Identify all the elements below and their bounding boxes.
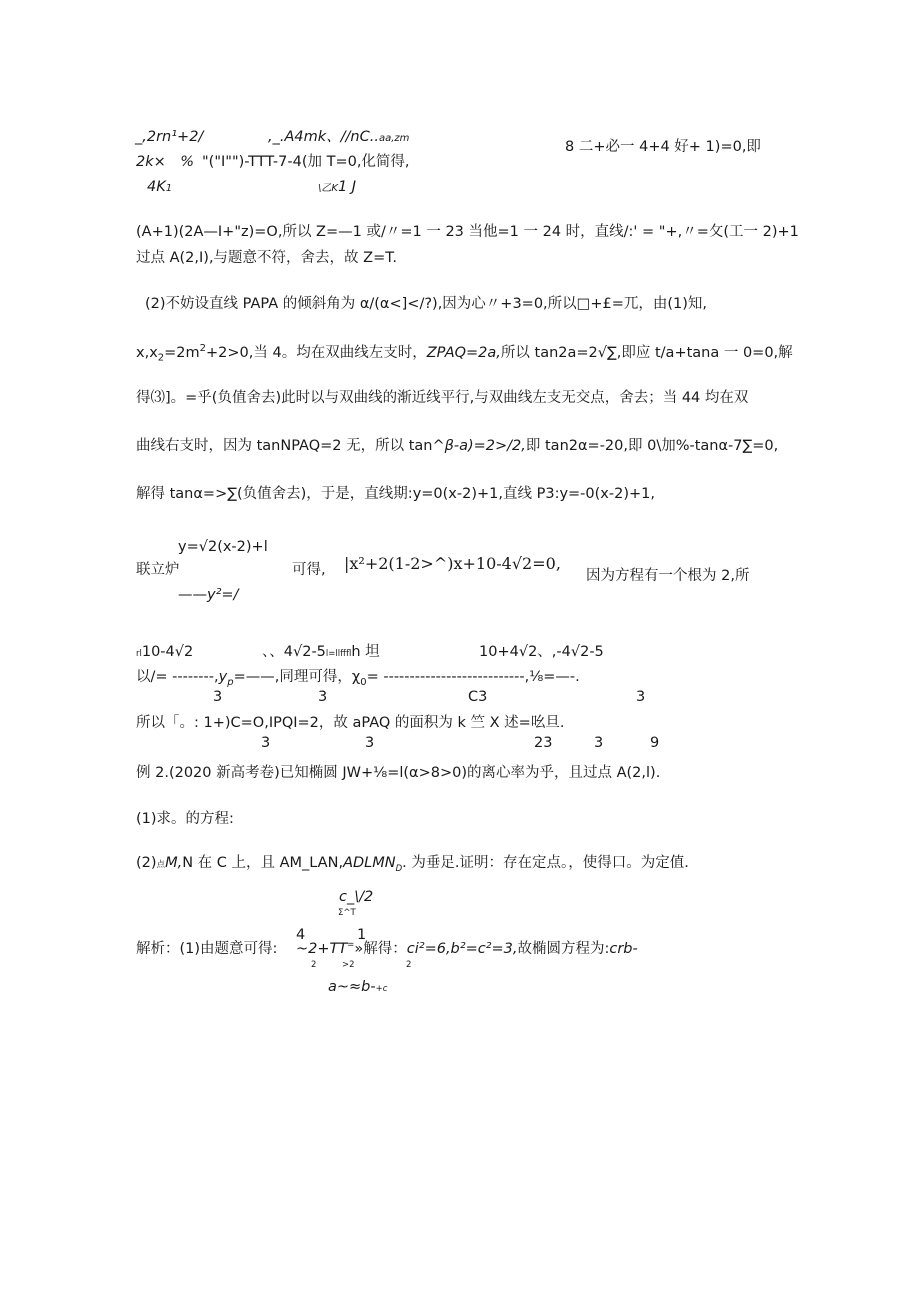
sol-n2-sub: l=llfffl (325, 649, 352, 659)
p2-line1: (2)不妨设直线 PAPA 的倾斜角为 α/(α<]</?),因为心〃+3=0,所以□+£=兀，由(1)知, (145, 296, 708, 312)
example2-q2-sub2: D (395, 863, 403, 874)
example2-q2-a: (2) (136, 855, 157, 871)
system-top: y=√2(x-2)+l (178, 539, 268, 555)
analysis-mid-values: ci²=6,b²=c²=3, (406, 941, 518, 957)
sol-n2-text: 、、4√2-5 (262, 644, 326, 660)
p2-line2-sup: 2 (199, 343, 207, 354)
analysis-mid-sup: = (347, 940, 355, 951)
p2-line2-a: x,x (136, 344, 158, 361)
area-line: 所以「。: 1+)C=O,IPQI=2，故 aPAQ 的面积为 k 竺 X 述=吆旦. (136, 715, 565, 731)
sol-n1-pre: rl (136, 649, 142, 659)
sol-n3: 10+4√2、,-4√2-5 (479, 644, 604, 660)
system-tail: 因为方程有一个根为 2,所 (586, 568, 750, 584)
p2-line3: 得⑶]。=乎(负值舍去)此时以与双曲线的渐近线平行,与双曲线左支无交点，舍去；当 44 均在双 (136, 390, 749, 406)
system-equation: |x²+2(1-2>^)x+10-4√2=0, (344, 554, 561, 573)
analysis-mid-equation: crb- (609, 941, 638, 957)
p2-line4-b: 即 tan2α=-20,即 0\加%-tanα-7∑=0, (525, 438, 779, 454)
sol-main-sub: p (227, 676, 234, 688)
sol-main-c: = ---------------------------,⅛=—-. (366, 669, 580, 685)
sol-den-3: C3 (468, 689, 488, 705)
p2-line2-c: +2>0,当 4。均在双曲线左支时， (206, 344, 427, 361)
analysis-bottom (328, 978, 387, 996)
header-line3-b-text2: 1 J (337, 179, 357, 195)
area-den-1: 3 (261, 735, 271, 751)
analysis-mid-arrow: »解得： (354, 941, 407, 957)
p2-line2-d: 所以 tan2a=2√∑,即应 t/a+tana 一 0=0,解 (500, 344, 793, 361)
example2-q2 (136, 854, 689, 874)
p2-line2-italic: ZPAQ=2a, (426, 344, 501, 361)
analysis-sub-2a: 2 (311, 960, 317, 970)
p2-line2-sub: 2 (157, 352, 165, 364)
p2-line4-a: 曲线右支时，因为 tanNPAQ=2 无，所以 tan (136, 438, 433, 454)
analysis-sub-2b: >2 (342, 960, 355, 970)
header-line1-a: _,2rn¹+2/ (135, 129, 204, 145)
analysis-sub-2c: 2 (406, 960, 412, 970)
sol-den-1: 3 (213, 689, 223, 705)
sol-main-b: =——,同理可得，χ (233, 669, 361, 685)
header-line2-a: 2k× % (136, 154, 195, 170)
area-den-3: 23 (534, 735, 553, 751)
p2-line2 (136, 343, 793, 365)
example2-q2-c: . 为垂足.证明：存在定点。，使得口。为定值. (402, 855, 689, 871)
header-right: 8 二+必一 4+4 好+ 1)=0,即 (565, 139, 761, 155)
header-line3-b (318, 178, 356, 196)
analysis-top-sub: Σ^T (338, 908, 356, 918)
sol-n1 (136, 643, 193, 661)
sol-den-2: 3 (318, 689, 328, 705)
system-bottom (178, 586, 238, 604)
sol-n1-text: 10-4√2 (141, 644, 194, 660)
p2-line4 (136, 437, 778, 455)
analysis-bottom-sub: +c (375, 984, 388, 994)
sol-main-sub2: 0 (360, 676, 367, 688)
analysis-bottom-text: a~≈b- (328, 979, 376, 995)
system-ke-de: 可得, (292, 562, 326, 578)
analysis-num-4: 4 (296, 927, 306, 943)
system-bottom-italic: y²=/ (207, 587, 239, 603)
system-label: 联立炉 (136, 562, 180, 578)
p1-line2: 过点 A(2,I),与题意不符，舍去，故 Z=T. (136, 250, 397, 266)
sol-main-a: 以/= --------, (136, 669, 219, 685)
p2-line2-b: =2m (164, 344, 200, 361)
header-line3-a-text: 4K (147, 179, 166, 195)
example2-q2-b: N 在 C 上，且 AM_LAN, (182, 855, 344, 871)
sol-n2 (262, 643, 380, 661)
sol-n2-post: h 坦 (351, 644, 380, 660)
analysis-mid (296, 940, 638, 958)
header-line2-b: "("I"")-TTT-7-4(加 T=0,化简得, (202, 154, 410, 170)
header-line1-b-text: ,_.A4mk、//nC.. (268, 129, 379, 145)
header-line3-a-sub: 1 (165, 183, 173, 194)
analysis-label: 解析：(1)由题意可得: (136, 941, 278, 957)
example2-q2-sub: 点 (156, 860, 166, 870)
p1-line1: (A+1)(2A—I+"z)=O,所以 Z=—1 或/〃=1 一 23 当他=1 一 24 时，直线/:' = "+,〃=攵(工一 2)+1 (136, 224, 799, 240)
area-den-5: 9 (650, 735, 660, 751)
example2-q2-italic2: ADLMN (343, 855, 396, 871)
analysis-top-frac: c_\/2 (339, 889, 374, 905)
sol-den-4: 3 (636, 689, 646, 705)
sol-main-y: y (218, 669, 228, 685)
example2-title: 例 2.(2020 新高考卷)已知椭圆 JW+⅛=l(α>8>0)的离心率为乎，且过点 A(2,l). (136, 765, 661, 781)
header-line1-b (268, 128, 409, 146)
p2-line5: 解得 tanα=>∑(负值舍去)，于是，直线期:y=0(x-2)+1,直线 P3:y=-0(x-2)+1, (136, 486, 655, 502)
analysis-num-1: 1 (357, 927, 367, 943)
p2-line4-italic: ^β-a)=2>/2, (432, 438, 526, 454)
area-den-2: 3 (365, 735, 375, 751)
area-den-4: 3 (594, 735, 604, 751)
analysis-mid-frac: ~2+TT (296, 941, 348, 957)
header-line3-a (147, 178, 172, 196)
sol-main (136, 668, 580, 689)
system-bottom-a: —— (178, 587, 207, 603)
analysis-mid-text: 故椭圆方程为: (517, 941, 610, 957)
header-line3-b-text: \乙K (318, 183, 338, 194)
example2-q1: (1)求。的方程: (136, 811, 234, 827)
example2-q2-italic1: M, (165, 855, 183, 871)
header-line1-b-sub: aa,zm (378, 133, 410, 144)
